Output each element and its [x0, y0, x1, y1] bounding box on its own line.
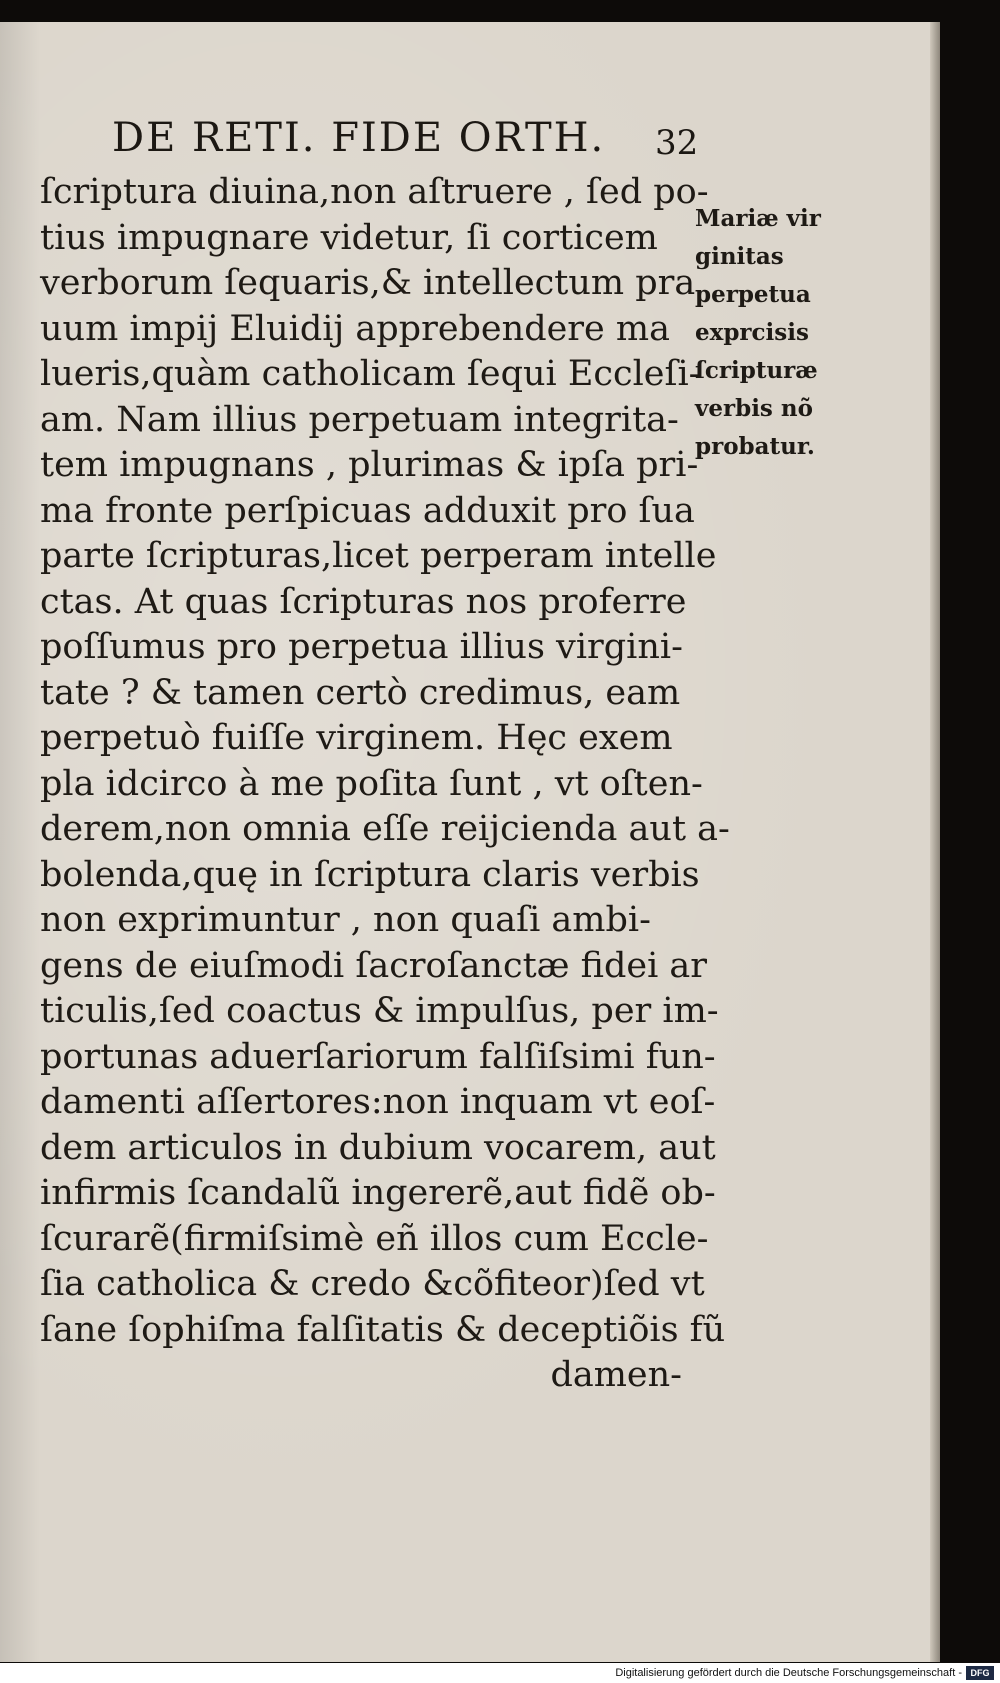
running-header: DE RETI. FIDE ORTH. [112, 115, 606, 161]
text-line: ſcurarẽ(firmiſsimè eñ illos cum Eccle- [40, 1218, 709, 1259]
text-line: uum impij Eluidij apprebendere ma [40, 308, 670, 349]
text-line: tius impugnare videtur, ſi corticem [40, 217, 658, 258]
text-line: infirmis ſcandalũ ingererẽ,aut fidẽ ob- [40, 1173, 716, 1213]
text-line: parte ſcripturas,licet perperam intelle [40, 536, 717, 576]
text-line: pla idcirco à me poſita ſunt , vt oſten- [40, 763, 703, 804]
text-line: perpetuò fuiſſe virginem. Hęc exem [40, 718, 673, 758]
marginal-note-line: probatur. [695, 433, 815, 460]
text-line: ſane ſophiſma falſitatis & deceptiõis fũ [40, 1309, 726, 1350]
text-line: ſia catholica & credo &cõfiteor)ſed vt [40, 1264, 705, 1304]
text-line: dem articulos in dubium vocarem, aut [40, 1127, 716, 1168]
text-line: ma fronte perſpicuas adduxit pro ſua [40, 490, 695, 531]
text-line: poſſumus pro perpetua illius virgini- [40, 627, 683, 667]
text-line: ſcriptura diuina,non aſtruere , ſed po- [40, 172, 709, 212]
marginal-note-line: ſcripturæ [695, 357, 818, 384]
text-line: bolenda,quę in ſcriptura claris verbis [40, 854, 700, 895]
dfg-logo: DFG [966, 1666, 994, 1680]
catchword: damen- [550, 1355, 682, 1395]
text-line: gens de eiuſmodi ſacroſanctæ fidei ar [40, 945, 708, 986]
text-line: damenti aſſertores:non inquam vt eoſ- [40, 1082, 716, 1122]
page-number: 32 [655, 123, 699, 163]
funding-credit: Digitalisierung gefördert durch die Deutsche Forschungsgemeinschaft - [615, 1667, 962, 1679]
marginal-note-line: Mariæ vir [695, 205, 821, 232]
text-line: tem impugnans , plurimas & ipſa pri- [40, 445, 699, 485]
marginal-note-line: exprcisis [695, 319, 809, 346]
marginal-note-line: ginitas [695, 243, 784, 270]
text-line: tate ? & tamen certò credimus, eam [40, 672, 681, 713]
footer-bar [0, 1663, 1000, 1683]
marginal-note [695, 200, 855, 466]
marginal-note-line: perpetua [695, 281, 811, 308]
text-line: am. Nam illius perpetuam integrita- [40, 399, 679, 440]
text-line: verborum ſequaris,& intellectum pra [40, 263, 696, 303]
text-line: lueris,quàm catholicam ſequi Eccleſi- [40, 354, 701, 394]
body-text [40, 170, 730, 1399]
marginal-note-line: verbis nõ [695, 395, 813, 422]
page-edge [930, 22, 940, 1662]
text-line: ctas. At quas ſcripturas nos proferre [40, 581, 687, 622]
text-line: derem,non omnia eſſe reijcienda aut a- [40, 809, 730, 849]
text-line: portunas aduerſariorum falſiſsimi fun- [40, 1036, 716, 1077]
text-line: non exprimuntur , non quaſi ambi- [40, 900, 651, 940]
text-line: ticulis,ſed coactus & impulſus, per im- [40, 991, 719, 1031]
